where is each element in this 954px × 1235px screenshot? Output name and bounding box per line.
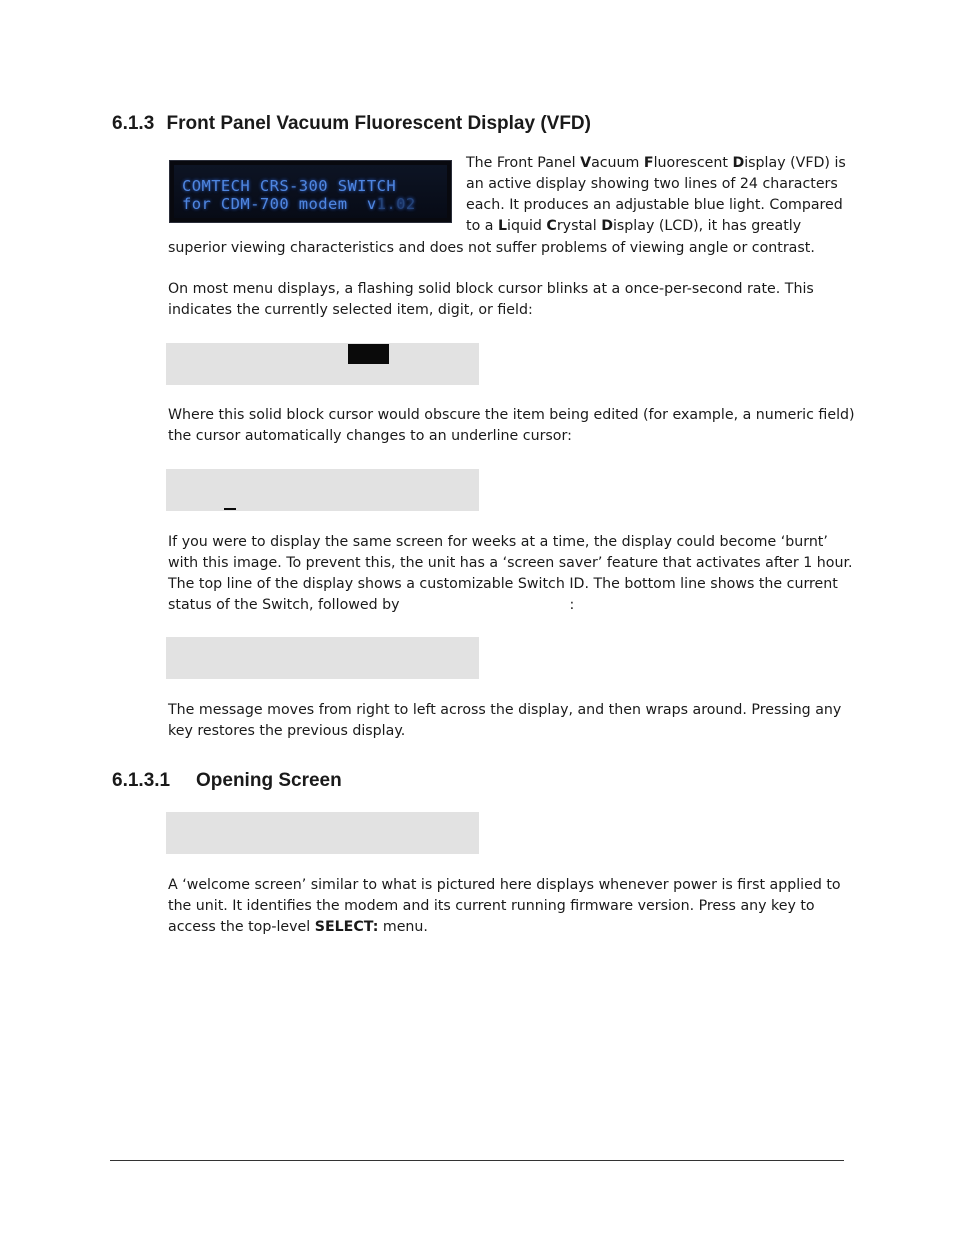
intro-paragraph-continued: superior viewing characteristics and does not suffer problems of viewing angle or contrast. [168,240,815,256]
block-cursor [348,344,389,364]
cursor-paragraph: On most menu displays, a flashing solid block cursor blinks at a once-per-second rate. This indicates the currently selected item, digit, or field: [168,281,814,318]
section-number: 6.1.3 [112,113,155,134]
underline-cursor [224,508,236,510]
lcd-underline-cursor-example [166,469,479,511]
lcd-screen-saver-example [166,637,479,679]
lcd-opening-screen-example [166,812,479,854]
vfd-photo [169,160,452,223]
subsection-number: 6.1.3.1 [112,770,171,791]
subsection-title: Opening Screen [196,770,342,791]
underline-paragraph: Where this solid block cursor would obscure the item being edited (for example, a numeric field) the cursor automatically changes to an underline cursor: [168,407,855,444]
section-heading [112,113,591,135]
footer-rule [110,1160,844,1161]
section-title: Front Panel Vacuum Fluorescent Display (VFD) [166,113,591,134]
intro-paragraph: The Front Panel Vacuum Fluorescent Display (VFD) is an active display showing two lines of 24 characters each. It produces an adjustable blue light. Compared to a Liquid Crystal Display (LCD), it has greatly [466,155,846,234]
screen-saver-paragraph: If you were to display the same screen for weeks at a time, the display could become ‘burnt’ with this image. To prevent this, the unit has a ‘screen saver’ feature that activates after 1 hour. The top line of the display shows a customizable Switch ID. The bottom line shows the current status of the Switch, followed by : [168,534,853,613]
welcome-paragraph: A ‘welcome screen’ similar to what is pictured here displays whenever power is first applied to the unit. It identifies the modem and its current running firmware version. Press any key to access the top-level SELECT: menu. [168,877,841,935]
subsection-heading [112,770,342,792]
message-paragraph: The message moves from right to left across the display, and then wraps around. Pressing any key restores the previous display. [168,702,842,739]
lcd-block-cursor-example [166,343,479,385]
vfd-line-1: COMTECH CRS-300 SWITCH [182,177,397,195]
vfd-line-2: for CDM-700 modem v1.02 [182,195,416,213]
